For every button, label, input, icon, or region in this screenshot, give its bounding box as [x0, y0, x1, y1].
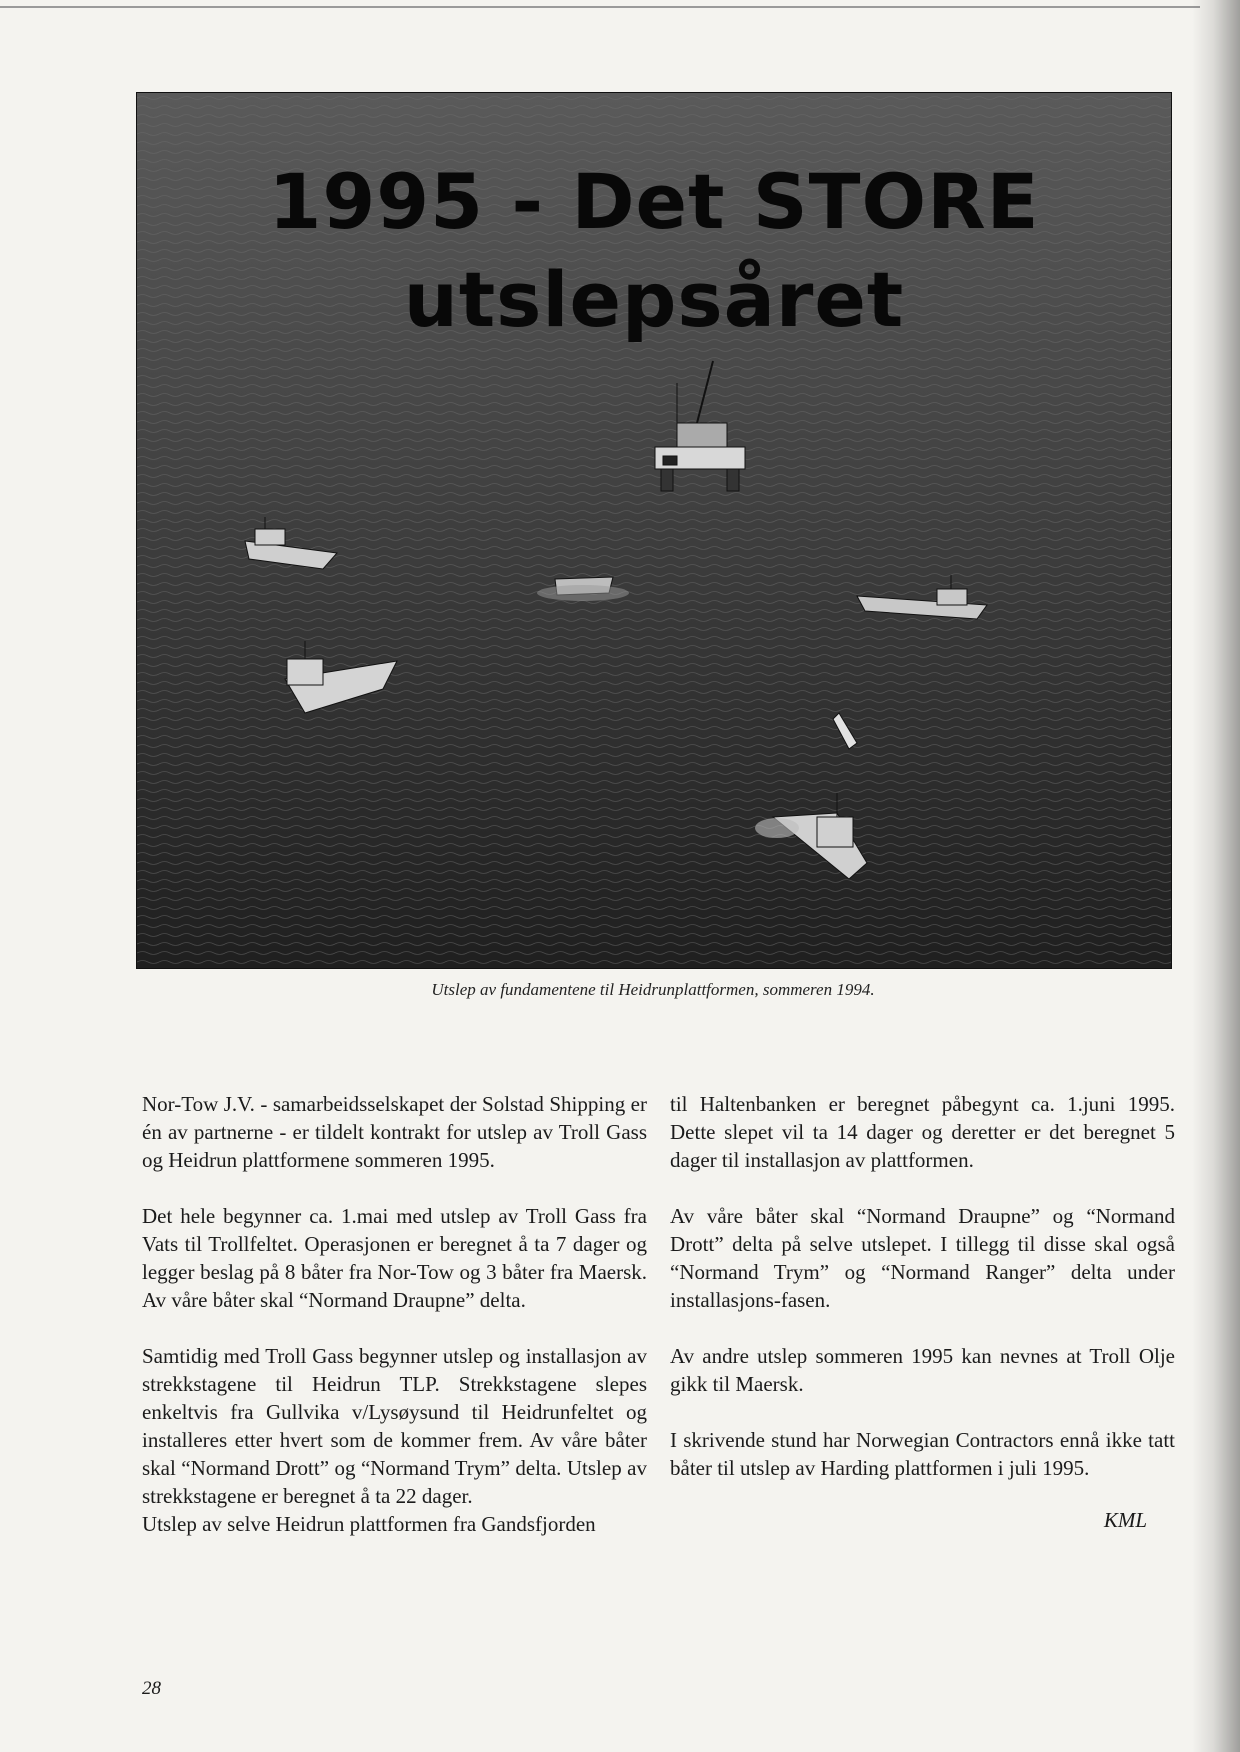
headline-line-2: utslepsåret: [403, 255, 905, 344]
photo-caption: Utslep av fundamentene til Heidrunplattformen, sommeren 1994.: [431, 980, 875, 999]
paragraph: Av våre båter skal “Normand Draupne” og “Normand Drott” delta på selve utslepet. I tillegg til disse skal også “Normand Trym” og “Normand Ranger” delta under installasjons-fasen.: [670, 1204, 1175, 1312]
headline: [137, 153, 1171, 349]
top-rule: [0, 6, 1200, 8]
sea-photo: [136, 92, 1172, 969]
article-column-right: [670, 1090, 1175, 1534]
headline-line-1: 1995 - Det STORE: [268, 157, 1040, 246]
article-column-left: [142, 1090, 647, 1566]
paragraph: Av andre utslep sommeren 1995 kan nevnes at Troll Olje gikk til Maersk.: [670, 1344, 1175, 1396]
page-edge-shadow: [1192, 0, 1240, 1752]
paragraph: Samtidig med Troll Gass begynner utslep og installasjon av strekkstagene til Heidrun TLP. Strekkstagene slepes enkeltvis fra Gullvika v/Lysøysund til Heidrunfeltet og installeres etter hvert som de kommer frem. Av våre båter skal “Normand Drott” og “Normand Trym” delta. Utslep av strekkstagene er beregnet å ta 22 dager.: [142, 1344, 647, 1508]
paragraph: Utslep av selve Heidrun plattformen fra Gandsfjorden: [142, 1512, 596, 1536]
paragraph: til Haltenbanken er beregnet påbegynt ca. 1.juni 1995. Dette slepet vil ta 14 dager og deretter er det beregnet 5 dager til installasjon av plattformen.: [670, 1092, 1175, 1172]
page-number: 28: [142, 1678, 161, 1699]
paragraph: I skrivende stund har Norwegian Contractors ennå ikke tatt båter til utslep av Harding plattformen i juli 1995.: [670, 1428, 1175, 1480]
author-signature: KML: [1103, 1508, 1147, 1532]
paragraph: Det hele begynner ca. 1.mai med utslep av Troll Gass fra Vats til Trollfeltet. Operasjonen er beregnet å ta 7 dager og legger beslag på 8 båter fra Nor-Tow og 3 båter fra Maersk. Av våre båter skal “Normand Draupne” delta.: [142, 1204, 647, 1312]
paragraph: Nor-Tow J.V. - samarbeidsselskapet der Solstad Shipping er én av partnerne - er tildelt kontrakt for utslep av Troll Gass og Heidrun plattformene sommeren 1995.: [142, 1092, 647, 1172]
